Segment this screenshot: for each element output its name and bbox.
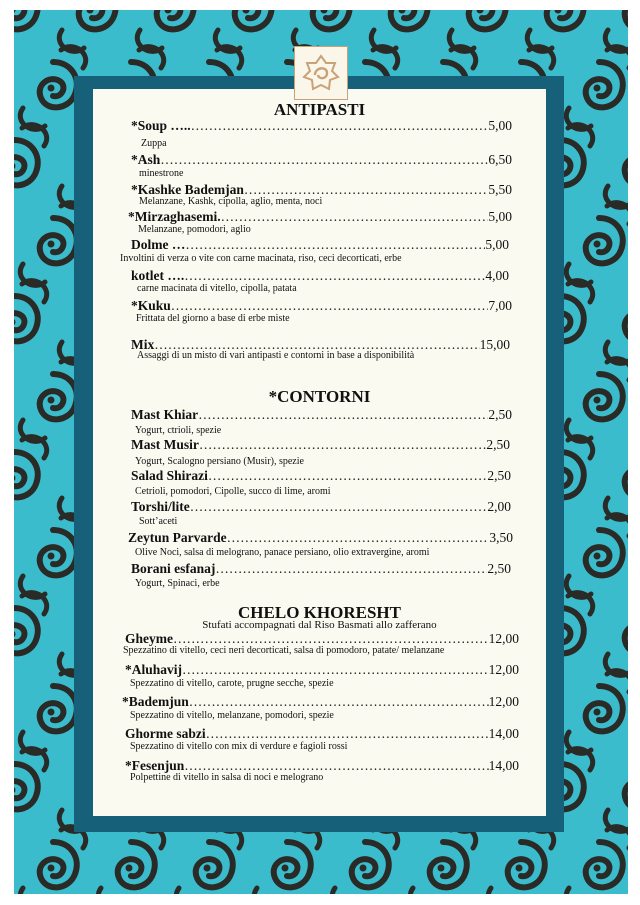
swirl-motif xyxy=(566,203,628,286)
dot-leader xyxy=(199,437,487,453)
menu-item-description: Olive Noci, salsa di melograno, panace persiano, olio extravergine, aromi xyxy=(135,547,430,558)
swirl-motif xyxy=(566,671,628,754)
dot-leader xyxy=(185,237,485,253)
dot-leader xyxy=(191,118,489,134)
menu-item xyxy=(125,726,519,742)
menu-item-price: 2,50 xyxy=(488,407,512,422)
swirl-motif xyxy=(605,593,628,676)
menu-item-price: 12,00 xyxy=(488,631,519,646)
menu-item-description: Assaggi di un misto di vari antipasti e contorni in base a disponibilità xyxy=(137,350,415,361)
menu-item-price: 2,50 xyxy=(486,437,510,452)
dot-leader xyxy=(198,407,488,423)
dot-leader xyxy=(227,530,490,546)
menu-item-price: 2,50 xyxy=(487,468,511,483)
menu-item xyxy=(131,298,512,314)
menu-item-price: 2,50 xyxy=(487,561,511,576)
menu-item xyxy=(131,468,511,484)
menu-item-description: Zuppa xyxy=(141,138,167,149)
menu-item-description: Melanzane, Kashk, cipolla, aglio, menta, noci xyxy=(139,196,323,207)
menu-item-price: 5,00 xyxy=(488,118,512,133)
menu-item-name: *Mirzaghasemi. xyxy=(128,209,221,224)
menu-item-name: Mast Musir xyxy=(131,437,199,452)
swirl-motif xyxy=(14,281,47,364)
swirl-motif xyxy=(605,125,628,208)
contorni-title: *CONTORNI xyxy=(268,387,371,406)
menu-item xyxy=(131,561,511,577)
menu-item-name: *Ash xyxy=(131,152,161,167)
menu-item xyxy=(128,209,512,225)
menu-item xyxy=(131,499,511,515)
swirl-motif xyxy=(14,125,47,208)
swirl-motif xyxy=(566,827,628,894)
menu-item-description: Spezzatino di vitello, ceci neri decorticati, salsa di pomodoro, patate/ melanzane xyxy=(123,645,445,656)
menu-item-description: Melanzane, pomodori, aglio xyxy=(138,224,251,235)
menu-item-name: *Bademjun xyxy=(122,694,189,709)
swirl-motif xyxy=(566,47,628,130)
menu-item xyxy=(131,268,509,284)
menu-item-name: kotlet …. xyxy=(131,268,185,283)
swirl-motif xyxy=(488,827,553,894)
menu-item xyxy=(122,694,519,710)
ornament-logo-icon xyxy=(294,46,348,100)
menu-item-description: Polpettine di vitello in salsa di noci e melograno xyxy=(130,772,324,783)
menu-item-price: 2,00 xyxy=(487,499,511,514)
menu-item-name: *Kuku xyxy=(131,298,171,313)
swirl-motif xyxy=(98,827,163,894)
menu-item-price: 7,00 xyxy=(488,298,512,313)
menu-item-name: Zeytun Parvarde xyxy=(128,530,227,545)
dot-leader xyxy=(171,298,489,314)
menu-item-name: Borani esfanaj xyxy=(131,561,216,576)
chelo-subtitle: Stufati accompagnati dal Riso Basmati allo zafferano xyxy=(202,619,437,631)
menu-item xyxy=(125,662,519,678)
swirl-motif xyxy=(20,827,85,894)
menu-item-name: *Soup ….. xyxy=(131,118,191,133)
menu-item-description: Spezzatino di vitello, carote, prugne secche, spezie xyxy=(130,678,334,689)
dot-leader xyxy=(215,561,487,577)
swirl-motif xyxy=(566,515,628,598)
dot-leader xyxy=(189,694,489,710)
menu-item-price: 15,00 xyxy=(479,337,510,352)
menu-item-price: 6,50 xyxy=(488,152,512,167)
swirl-motif xyxy=(14,10,47,51)
menu-item-description: carne macinata di vitello, cipolla, patata xyxy=(137,283,297,294)
swirl-motif xyxy=(254,827,319,894)
swirl-motif xyxy=(605,749,628,832)
dot-leader xyxy=(184,268,485,284)
menu-item-price: 14,00 xyxy=(488,758,519,773)
menu-item-description: Spezzatino di vitello con mix di verdure e fagioli rossi xyxy=(130,741,348,752)
menu-item-description: Sott’aceti xyxy=(139,516,178,527)
menu-item-name: *Fesenjun xyxy=(125,758,185,773)
swirl-motif xyxy=(14,437,47,520)
chelo-title: CHELO KHORESHT xyxy=(238,603,401,622)
menu-item-description: Yogurt, ctrioli, spezie xyxy=(135,425,222,436)
menu-item-description: Involtini di verza o vite con carne macinata, riso, ceci decorticati, erbe xyxy=(120,253,402,264)
menu-item-name: Ghorme sabzi xyxy=(125,726,206,741)
dot-leader xyxy=(190,499,488,515)
swirl-motif xyxy=(176,827,241,894)
antipasti-title: ANTIPASTI xyxy=(273,100,366,119)
menu-item-description: Yogurt, Spinaci, erbe xyxy=(135,578,220,589)
swirl-motif xyxy=(605,281,628,364)
menu-item-price: 5,50 xyxy=(488,182,512,197)
menu-item-name: Torshi/lite xyxy=(131,499,190,514)
menu-item-price: 14,00 xyxy=(488,726,519,741)
menu-item-price: 12,00 xyxy=(488,662,519,677)
menu-item-name: *Kashke Bademjan xyxy=(131,182,244,197)
menu-item xyxy=(128,530,513,546)
dot-leader xyxy=(208,468,487,484)
menu-item-price: 5,00 xyxy=(485,237,509,252)
menu-item-name: Dolme … xyxy=(131,237,186,252)
swirl-motif xyxy=(566,359,628,442)
dot-leader xyxy=(160,152,488,168)
dot-leader xyxy=(206,726,489,742)
menu-item-price: 12,00 xyxy=(488,694,519,709)
menu-item-name: Mix xyxy=(131,337,155,352)
swirl-motif xyxy=(14,749,47,832)
menu-item-description: Spezzatino di vitello, melanzane, pomodori, spezie xyxy=(130,710,334,721)
menu-item-description: Frittata del giorno a base di erbe miste xyxy=(136,313,290,324)
swirl-motif xyxy=(410,827,475,894)
menu-item-name: Salad Shirazi xyxy=(131,468,208,483)
menu-item-name: Mast Khiar xyxy=(131,407,199,422)
menu-item xyxy=(131,118,512,134)
menu-item-name: Gheyme xyxy=(125,631,173,646)
menu-item-description: minestrone xyxy=(139,168,184,179)
menu-item-description: Cetrioli, pomodori, Cipolle, succo di lime, aromi xyxy=(135,486,331,497)
dot-leader xyxy=(182,662,489,678)
menu-item xyxy=(131,152,512,168)
swirl-motif xyxy=(14,593,47,676)
menu-item-name: *Aluhavij xyxy=(125,662,183,677)
dot-leader xyxy=(221,209,489,225)
menu-item xyxy=(131,437,510,453)
swirl-motif xyxy=(605,437,628,520)
menu-item-price: 3,50 xyxy=(489,530,513,545)
menu-item xyxy=(131,237,509,253)
swirl-motif xyxy=(332,827,397,894)
menu-item-price: 5,00 xyxy=(488,209,512,224)
menu-item-description: Yogurt, Scalogno persiano (Musir), spezie xyxy=(135,456,304,467)
menu-item-price: 4,00 xyxy=(485,268,509,283)
menu-item xyxy=(131,407,512,423)
